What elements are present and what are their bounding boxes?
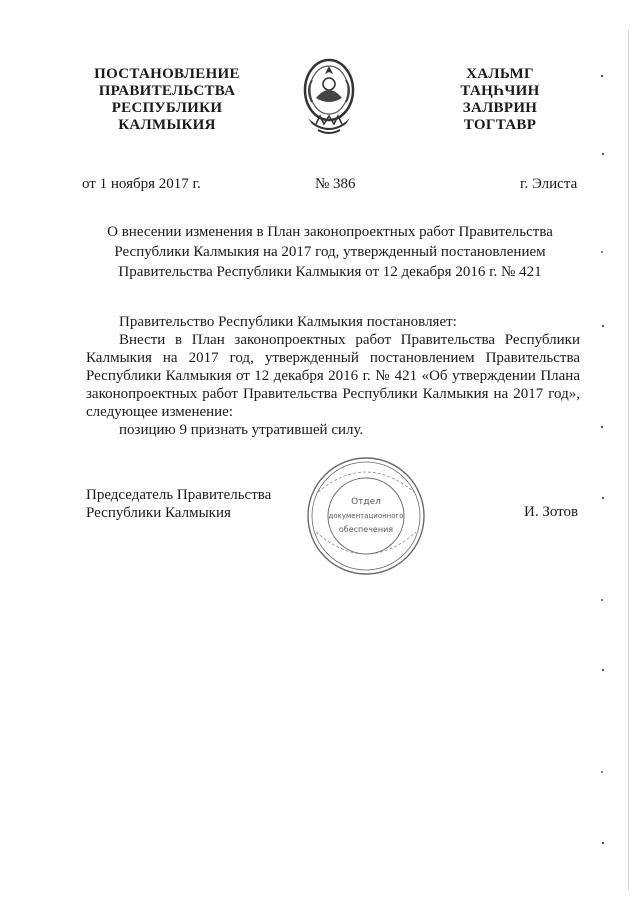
body-paragraph: Внести в План законопроектных работ Правительства Республики Калмыкия на 2017 год, утвержденный постановлением Правительства Республики Калмыкия от 12 декабря 2016 г. № 421 «Об утверждении Плана законопроектных работ Правительства Республики Калмыкия на 2017 год», следующее изменение: (86, 332, 580, 420)
document-date: от 1 ноября 2017 г. (82, 176, 201, 192)
header-left-line: РЕСПУБЛИКИ (111, 100, 223, 116)
body-item: позицию 9 признать утратившей силу. (119, 422, 364, 438)
stamp-line: обеспечения (338, 525, 394, 534)
title-line: О внесении изменения в План законопроектных работ Правительства (107, 224, 553, 240)
title-line: Республики Калмыкия на 2017 год, утвержденный постановлением (114, 244, 546, 260)
signer-name: И. Зотов (524, 504, 579, 520)
scan-edge-marks (600, 0, 640, 905)
header-left-line: ПОСТАНОВЛЕНИЕ (94, 66, 240, 82)
stamp-line: Отдел (351, 497, 381, 507)
header-right-line: ХАЛЬМГ (466, 66, 534, 82)
coat-of-arms-emblem (298, 52, 360, 138)
official-stamp (296, 452, 436, 580)
document-body (86, 313, 580, 439)
header-right-line: ТАҢҺЧИН (460, 83, 540, 99)
stamp-line: документационного (328, 512, 404, 520)
document-number: № 386 (315, 176, 356, 192)
signer-position-line: Председатель Правительства (86, 487, 272, 503)
document-title (90, 222, 570, 282)
header-right-line: ТОГТАВР (463, 117, 537, 133)
header-left-line: ПРАВИТЕЛЬСТВА (98, 83, 236, 99)
header-right-line: ЗАЛВРИН (462, 100, 538, 116)
document-city: г. Элиста (520, 176, 578, 192)
signer-position-line: Республики Калмыкия (86, 505, 231, 521)
header-left-title (92, 66, 242, 134)
signer-position (86, 486, 271, 522)
header-right-title (440, 66, 560, 134)
title-line: Правительства Республики Калмыкия от 12 декабря 2016 г. № 421 (118, 264, 542, 280)
header-left-line: КАЛМЫКИЯ (118, 117, 216, 133)
body-intro: Правительство Республики Калмыкия постановляет: (119, 314, 457, 330)
